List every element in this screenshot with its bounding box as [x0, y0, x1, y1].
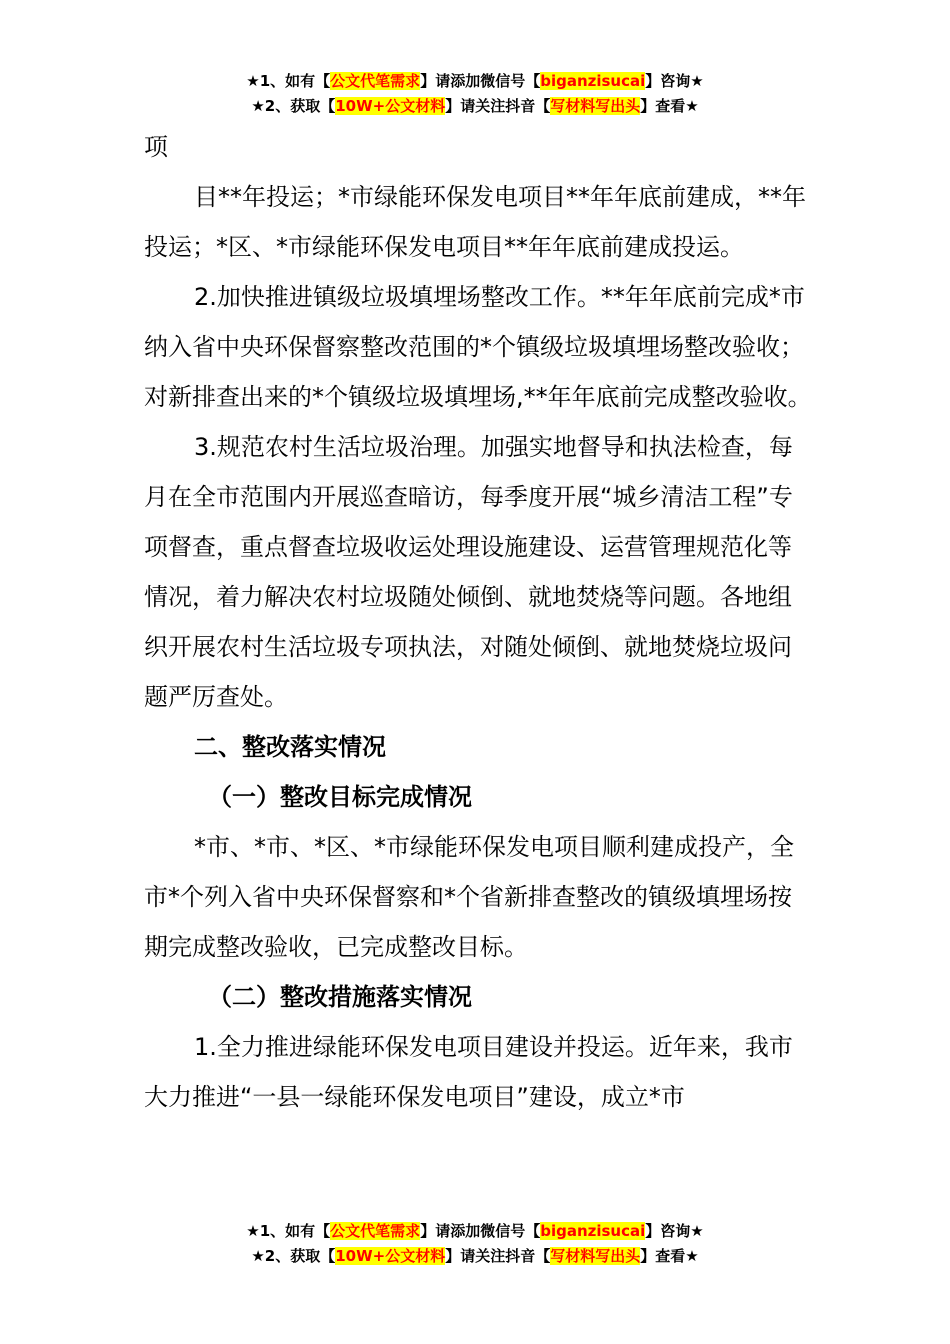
- section-heading: 二、整改落实情况: [194, 733, 386, 761]
- banner-highlight: biganzisucai: [540, 1222, 646, 1240]
- banner-line-1: ★1、如有【公文代笔需求】请添加微信号【biganzisucai】咨询★: [246, 72, 704, 90]
- banner-line-2: ★2、获取【10W+公文材料】请关注抖音【写材料写出头】查看★: [251, 97, 699, 115]
- banner-highlight: 10W+公文材料: [335, 1247, 446, 1265]
- banner-highlight: 公文代笔需求: [330, 72, 421, 90]
- document-body: [144, 122, 812, 1122]
- banner-highlight: biganzisucai: [540, 72, 646, 90]
- header-banner: [0, 69, 950, 119]
- paragraph: 1.全力推进绿能环保发电项目建设并投运。近年来，我市大力推进“一县一绿能环保发电项目”建设，成立*市: [144, 1033, 793, 1111]
- banner-highlight: 公文代笔需求: [330, 1222, 421, 1240]
- paragraph: 目**年投运；*市绿能环保发电项目**年年底前建成，**年投运；*区、*市绿能环保发电项目**年年底前建成投运。: [144, 183, 806, 261]
- banner-line-2: ★2、获取【10W+公文材料】请关注抖音【写材料写出头】查看★: [251, 1247, 699, 1265]
- banner-highlight: 写材料写出头: [550, 97, 641, 115]
- paragraph: *市、*市、*区、*市绿能环保发电项目顺利建成投产，全市*个列入省中央环保督察和*个省新排查整改的镇级填埋场按期完成整改验收，已完成整改目标。: [144, 833, 794, 961]
- paragraph: 项: [144, 133, 168, 161]
- banner-highlight: 10W+公文材料: [335, 97, 446, 115]
- banner-line-1: ★1、如有【公文代笔需求】请添加微信号【biganzisucai】咨询★: [246, 1222, 704, 1240]
- paragraph: 3.规范农村生活垃圾治理。加强实地督导和执法检查，每月在全市范围内开展巡查暗访，每季度开展“城乡清洁工程”专项督查，重点督查垃圾收运处理设施建设、运营管理规范化等情况，着力解决农村垃圾随处倾倒、就地焚烧等问题。各地组织开展农村生活垃圾专项执法，对随处倾倒、就地焚烧垃圾问题严厉查处。: [144, 433, 793, 711]
- banner-highlight: 写材料写出头: [550, 1247, 641, 1265]
- footer-banner: [0, 1219, 950, 1269]
- subsection-heading: （一）整改目标完成情况: [208, 783, 472, 811]
- paragraph: 2.加快推进镇级垃圾填埋场整改工作。**年年底前完成*市纳入省中央环保督察整改范围的*个镇级垃圾填埋场整改验收；对新排查出来的*个镇级垃圾填埋场,**年年底前完成整改验收。: [144, 283, 812, 411]
- subsection-heading: （二）整改措施落实情况: [208, 983, 472, 1011]
